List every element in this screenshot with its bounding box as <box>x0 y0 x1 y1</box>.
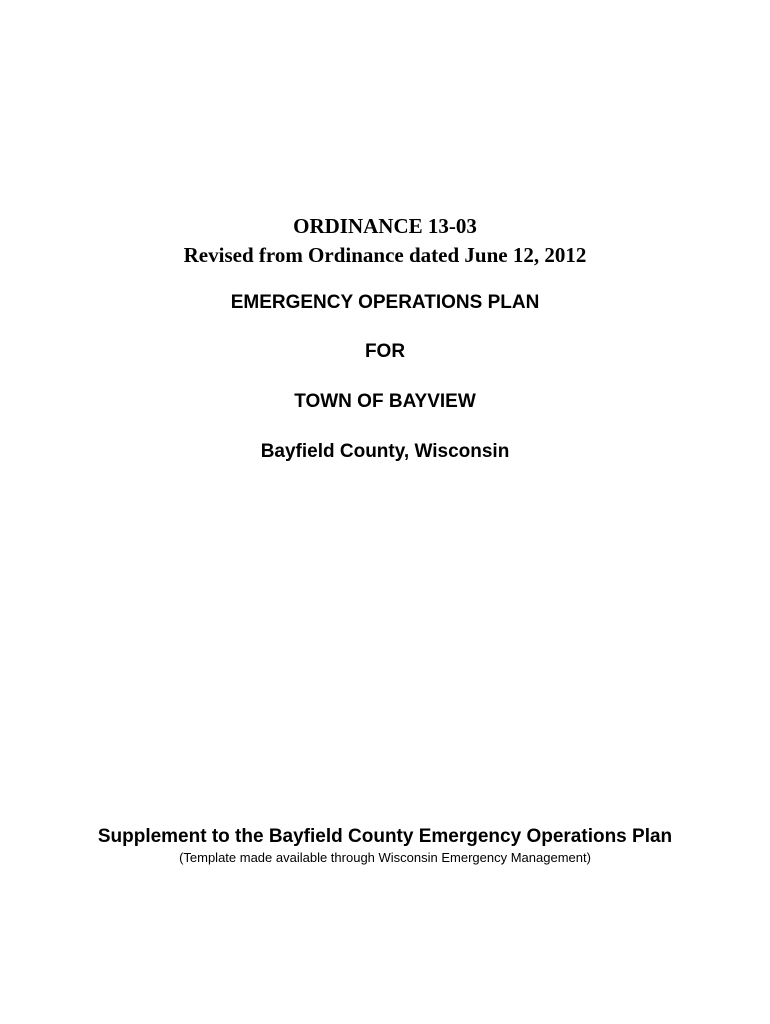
template-note: (Template made available through Wisconsin Emergency Management) <box>179 850 591 865</box>
county-state-line: Bayfield County, Wisconsin <box>260 441 510 462</box>
ordinance-title: ORDINANCE 13-03 <box>293 214 477 238</box>
revised-date-line: Revised from Ordinance dated June 12, 2012 <box>183 243 587 267</box>
supplement-line: Supplement to the Bayfield County Emergency Operations Plan <box>97 826 673 847</box>
town-name: TOWN OF BAYVIEW <box>294 391 476 412</box>
plan-title: EMERGENCY OPERATIONS PLAN <box>230 292 540 313</box>
for-line: FOR <box>364 341 406 362</box>
